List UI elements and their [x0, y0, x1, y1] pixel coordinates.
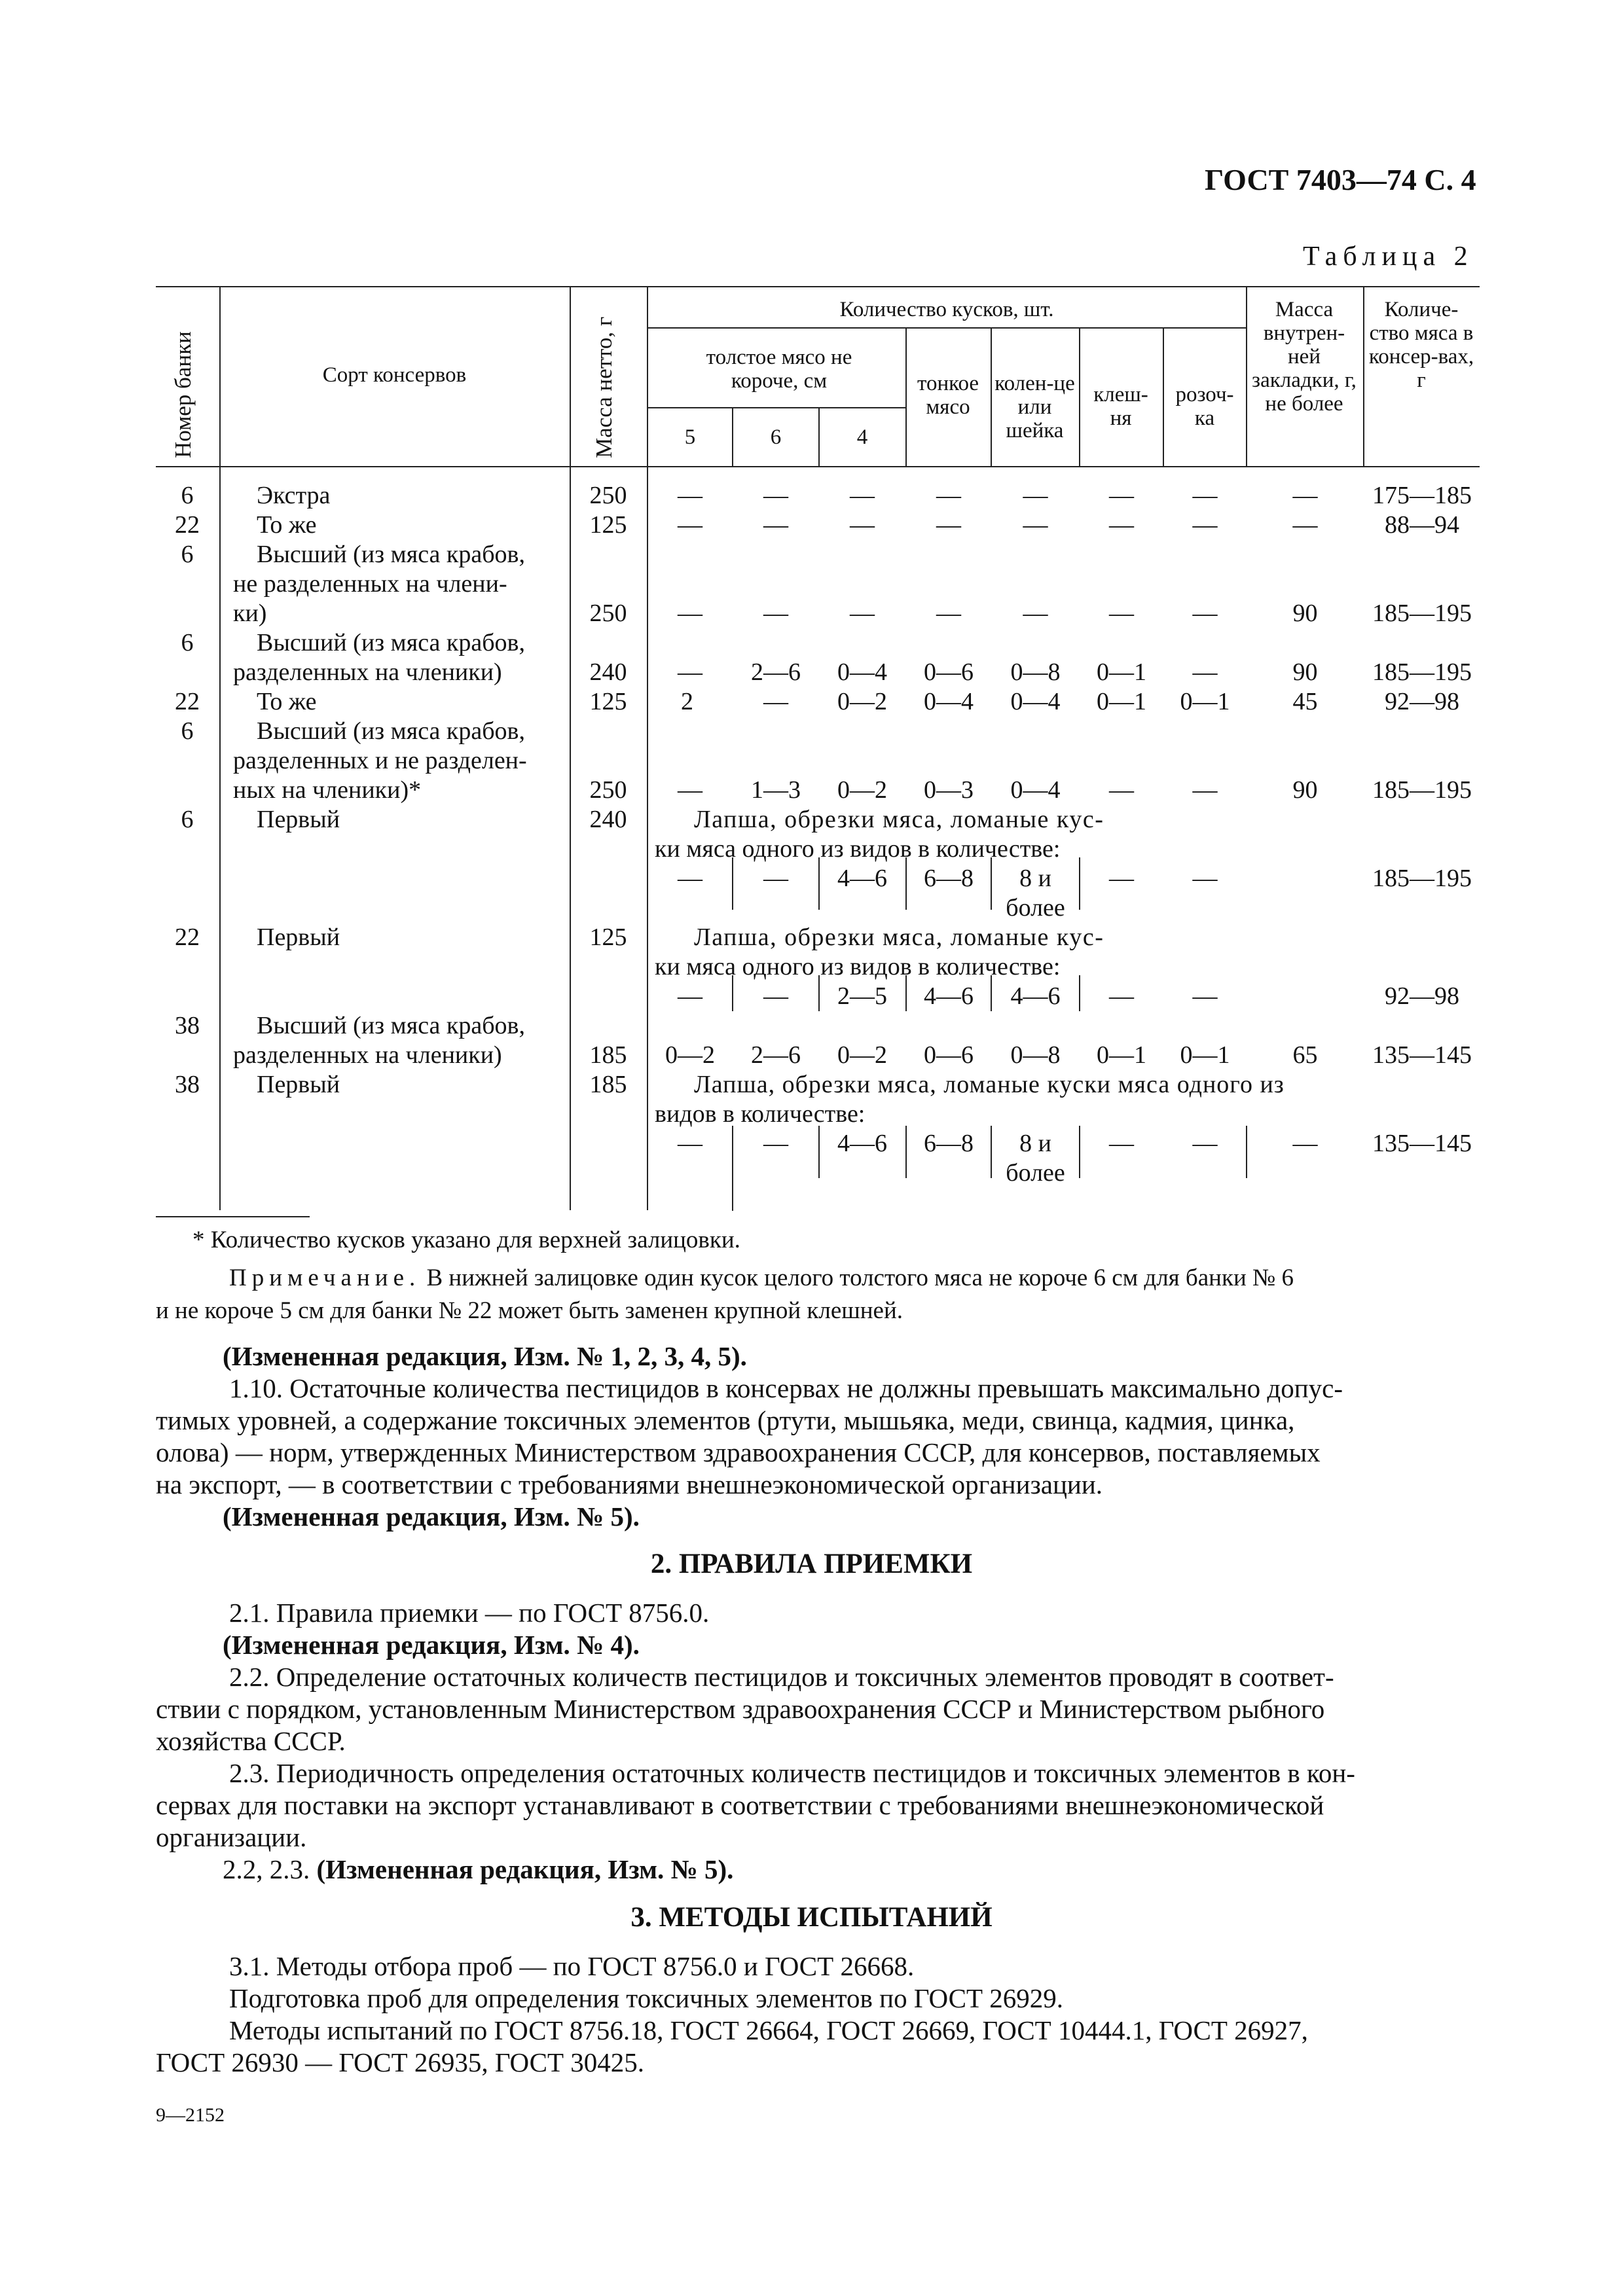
- cell-sort-cont: разделенных на членики): [233, 1041, 502, 1069]
- cell-no: 6: [181, 482, 194, 509]
- cell-sort: Высший (из мяса крабов,: [257, 629, 526, 656]
- cell-rose: —: [1192, 776, 1218, 804]
- cell-thick-4: —: [850, 511, 875, 539]
- cell-claw: —: [1109, 482, 1134, 509]
- header-thick-5: 5: [684, 425, 696, 449]
- cell-meat: 185—195: [1372, 776, 1472, 804]
- paragraph-3-1-methods: Методы испытаний по ГОСТ 8756.18, ГОСТ 26664, ГОСТ 26669, ГОСТ 10444.1, ГОСТ 26927,: [229, 2015, 1308, 2045]
- cell-thin: —: [936, 511, 961, 539]
- note-label: Примечание.: [229, 1265, 421, 1291]
- paragraph-2-2: 2.2. Определение остаточных количеств пестицидов и токсичных элементов проводят в соответ-: [229, 1662, 1334, 1692]
- cell-sort: Экстра: [257, 482, 331, 509]
- table-note-cont: и не короче 5 см для банки № 22 может быть заменен крупной клешней.: [156, 1297, 903, 1324]
- cell-thick-6: —: [763, 1130, 788, 1157]
- change-note: (Измененная редакция, Изм. № 5).: [223, 1501, 640, 1532]
- cell-span-text: Лапша, обрезки мяса, ломаные куски мяса одного из: [694, 1071, 1285, 1098]
- cell-sort-cont: ки): [233, 600, 267, 627]
- cell-insert: 65: [1292, 1041, 1318, 1069]
- cell-meat: 175—185: [1372, 482, 1472, 509]
- cell-sort: То же: [257, 511, 317, 539]
- cell-mass: 240: [589, 658, 627, 686]
- cell-thick-5: —: [678, 511, 702, 539]
- cell-no: 22: [175, 511, 200, 539]
- change-note-bold: (Измененная редакция, Изм. № 5).: [316, 1854, 734, 1884]
- change-note-2-2-2-3: [223, 1854, 733, 1886]
- cell-insert: 90: [1292, 658, 1318, 686]
- cell-claw: —: [1109, 511, 1134, 539]
- paragraph-3-1: 3.1. Методы отбора проб — по ГОСТ 8756.0 и ГОСТ 26668.: [229, 1951, 915, 1981]
- cell-mass: 125: [589, 688, 627, 715]
- cell-rose: —: [1192, 982, 1218, 1010]
- cell-span-text: Лапша, обрезки мяса, ломаные кус-: [694, 806, 1104, 833]
- cell-rose: —: [1192, 1130, 1218, 1157]
- cell-sort: Высший (из мяса крабов,: [257, 717, 526, 745]
- cell-sort: То же: [257, 688, 317, 715]
- cell-thick-4: 0—2: [837, 776, 887, 804]
- cell-no: 6: [181, 806, 194, 833]
- cell-span-text: ки мяса одного из видов в количестве:: [655, 835, 1061, 863]
- cell-mass: 185: [589, 1041, 627, 1069]
- cell-meat: 185—195: [1372, 600, 1472, 627]
- cell-thick-6: —: [763, 865, 788, 892]
- cell-rose: 0—1: [1180, 1041, 1230, 1069]
- cell-thick-4: 2—5: [837, 982, 887, 1010]
- cell-claw: —: [1109, 865, 1134, 892]
- cell-thick-6: —: [763, 600, 788, 627]
- cell-claw: —: [1109, 982, 1134, 1010]
- cell-thick-4: —: [850, 482, 875, 509]
- cell-thin: 0—3: [924, 776, 974, 804]
- cell-knee: 4—6: [1010, 982, 1061, 1010]
- cell-insert: —: [1292, 511, 1318, 539]
- cell-rose: —: [1192, 865, 1218, 892]
- table-caption: Таблица 2: [1303, 242, 1474, 272]
- cell-meat: 135—145: [1372, 1041, 1472, 1069]
- cell-mass: 240: [589, 806, 627, 833]
- cell-insert: 90: [1292, 776, 1318, 804]
- cell-claw: —: [1109, 600, 1134, 627]
- cell-rose: 0—1: [1180, 688, 1230, 715]
- change-note: (Измененная редакция, Изм. № 1, 2, 3, 4, 5).: [223, 1341, 747, 1371]
- cell-thick-5: —: [678, 865, 702, 892]
- cell-sort: Первый: [257, 924, 340, 951]
- cell-thick-4: 0—4: [837, 658, 887, 686]
- cell-rose: —: [1192, 600, 1218, 627]
- cell-sort-cont: разделенных на членики): [233, 658, 502, 686]
- footer-code: 9—2152: [156, 2104, 225, 2126]
- cell-claw: —: [1109, 1130, 1134, 1157]
- cell-no: 6: [181, 629, 194, 656]
- table-note: [229, 1262, 1294, 1295]
- cell-thick-6: —: [763, 982, 788, 1010]
- cell-sort: Первый: [257, 1071, 340, 1098]
- header-col-sort: Сорт консервов: [322, 363, 467, 387]
- header-thick: толстое мясо не короче, см: [706, 346, 852, 393]
- cell-claw: 0—1: [1097, 1041, 1146, 1069]
- header-meat: Количе-ство мяса в консер-вах, г: [1368, 298, 1474, 392]
- cell-thick-5: —: [678, 482, 702, 509]
- cell-claw: —: [1109, 776, 1134, 804]
- cell-thick-6: 2—6: [751, 1041, 801, 1069]
- paragraph-1-10-cont: олова) — норм, утвержденных Министерством здравоохранения СССР, для консервов, поставляемых: [156, 1437, 1321, 1467]
- cell-meat: 135—145: [1372, 1130, 1472, 1157]
- cell-sort: Высший (из мяса крабов,: [257, 541, 526, 568]
- paragraph-2-3-cont: организации.: [156, 1822, 307, 1852]
- cell-rose: —: [1192, 511, 1218, 539]
- cell-thick-5: 2: [681, 688, 693, 715]
- cell-thick-6: —: [763, 482, 788, 509]
- cell-no: 22: [175, 924, 200, 951]
- table-footnote: * Количество кусков указано для верхней залицовки.: [192, 1227, 740, 1253]
- page-header: ГОСТ 7403—74 С. 4: [1205, 163, 1476, 196]
- cell-thick-5: —: [678, 658, 702, 686]
- header-col-no: Номер банки: [170, 331, 196, 458]
- cell-thick-5: —: [678, 982, 702, 1010]
- cell-thin: —: [936, 482, 961, 509]
- cell-mass: 125: [589, 511, 627, 539]
- cell-thick-5: —: [678, 1130, 702, 1157]
- cell-thin: 0—4: [924, 688, 974, 715]
- cell-claw: 0—1: [1097, 658, 1146, 686]
- cell-knee: —: [1023, 511, 1048, 539]
- note-text: В нижней залицовке один кусок целого толстого мяса не короче 6 см для банки № 6: [420, 1265, 1294, 1291]
- change-note-prefix: 2.2, 2.3.: [223, 1854, 317, 1884]
- cell-mass: 250: [589, 776, 627, 804]
- cell-thin: 6—8: [924, 1130, 974, 1157]
- cell-thick-5: —: [678, 600, 702, 627]
- cell-thick-5: 0—2: [665, 1041, 715, 1069]
- cell-insert: 90: [1292, 600, 1318, 627]
- cell-thick-4: 4—6: [837, 865, 887, 892]
- cell-insert: —: [1292, 1130, 1318, 1157]
- cell-meat: 185—195: [1372, 865, 1472, 892]
- cell-sort-cont: ных на членики)*: [233, 776, 422, 804]
- paragraph-2-3: 2.3. Периодичность определения остаточных количеств пестицидов и токсичных элементов в кон-: [229, 1758, 1355, 1788]
- header-claw: клеш-ня: [1093, 383, 1148, 430]
- cell-knee: 0—8: [1010, 1041, 1061, 1069]
- cell-knee: 0—4: [1010, 688, 1061, 715]
- paragraph-3-1-prep: Подготовка проб для определения токсичных элементов по ГОСТ 26929.: [229, 1983, 1064, 2013]
- cell-thin: 6—8: [924, 865, 974, 892]
- cell-meat: 92—98: [1385, 982, 1459, 1010]
- cell-knee: —: [1023, 600, 1048, 627]
- cell-span-text: Лапша, обрезки мяса, ломаные кус-: [694, 924, 1104, 951]
- cell-mass: 125: [589, 924, 627, 951]
- paragraph-1-10-cont: на экспорт, — в соответствии с требованиями внешнеэкономической организации.: [156, 1469, 1103, 1499]
- cell-knee: 0—4: [1010, 776, 1061, 804]
- cell-knee: —: [1023, 482, 1048, 509]
- cell-thin: —: [936, 600, 961, 627]
- cell-meat: 92—98: [1385, 688, 1459, 715]
- section-3-heading: 3. МЕТОДЫ ИСПЫТАНИЙ: [630, 1902, 993, 1933]
- cell-no: 22: [175, 688, 200, 715]
- cell-thick-4: 4—6: [837, 1130, 887, 1157]
- cell-thick-4: —: [850, 600, 875, 627]
- cell-mass: 250: [589, 600, 627, 627]
- cell-thick-4: 0—2: [837, 1041, 887, 1069]
- cell-sort-cont: не разделенных на члени-: [233, 570, 507, 598]
- cell-no: 6: [181, 717, 194, 745]
- cell-thick-6: —: [763, 511, 788, 539]
- cell-meat: 88—94: [1385, 511, 1459, 539]
- change-note: (Измененная редакция, Изм. № 4).: [223, 1630, 640, 1660]
- header-insert: Масса внутрен-ней закладки, г, не более: [1252, 298, 1357, 416]
- cell-insert: —: [1292, 482, 1318, 509]
- paragraph-3-1-methods-cont: ГОСТ 26930 — ГОСТ 26935, ГОСТ 30425.: [156, 2047, 645, 2077]
- cell-insert: 45: [1292, 688, 1318, 715]
- cell-meat: 185—195: [1372, 658, 1472, 686]
- cell-knee: 8 и более: [1006, 865, 1065, 922]
- cell-thick-6: 2—6: [751, 658, 801, 686]
- cell-thick-6: —: [763, 688, 788, 715]
- paragraph-1-10: 1.10. Остаточные количества пестицидов в консервах не должны превышать максимально допус-: [229, 1373, 1343, 1403]
- paragraph-2-1: 2.1. Правила приемки — по ГОСТ 8756.0.: [229, 1598, 710, 1628]
- cell-no: 6: [181, 541, 194, 568]
- cell-rose: —: [1192, 482, 1218, 509]
- section-2-heading: 2. ПРАВИЛА ПРИЕМКИ: [650, 1549, 973, 1579]
- cell-thick-5: —: [678, 776, 702, 804]
- paragraph-2-2-cont: хозяйства СССР.: [156, 1726, 346, 1756]
- cell-thin: 0—6: [924, 658, 974, 686]
- header-thick-6: 6: [770, 425, 782, 449]
- header-group: Количество кусков, шт.: [839, 298, 1054, 321]
- cell-knee: 0—8: [1010, 658, 1061, 686]
- cell-span-text: видов в количестве:: [655, 1100, 866, 1128]
- paragraph-1-10-cont: тимых уровней, а содержание токсичных элементов (ртути, мышьяка, меди, свинца, кадмия, цинка,: [156, 1405, 1295, 1435]
- cell-thick-4: 0—2: [837, 688, 887, 715]
- cell-claw: 0—1: [1097, 688, 1146, 715]
- cell-thick-6: 1—3: [751, 776, 801, 804]
- header-col-mass: Масса нетто, г: [591, 316, 617, 458]
- paragraph-2-2-cont: ствии с порядком, установленным Министерством здравоохранения СССР и Министерством рыбного: [156, 1694, 1325, 1724]
- header-thin: тонкое мясо: [917, 372, 979, 419]
- header-knee: колен-це или шейка: [994, 372, 1075, 442]
- cell-sort-cont: разделенных и не разделен-: [233, 747, 527, 774]
- cell-thin: 0—6: [924, 1041, 974, 1069]
- header-rose: розоч-ка: [1175, 383, 1234, 430]
- cell-thin: 4—6: [924, 982, 974, 1010]
- cell-no: 38: [175, 1071, 200, 1098]
- cell-knee: 8 и более: [1006, 1130, 1065, 1187]
- cell-mass: 250: [589, 482, 627, 509]
- cell-sort: Высший (из мяса крабов,: [257, 1012, 526, 1039]
- paragraph-2-3-cont: сервах для поставки на экспорт устанавливают в соответствии с требованиями внешнеэкономической: [156, 1790, 1324, 1820]
- cell-sort: Первый: [257, 806, 340, 833]
- header-thick-4: 4: [856, 425, 868, 449]
- cell-mass: 185: [589, 1071, 627, 1098]
- cell-no: 38: [175, 1012, 200, 1039]
- cell-rose: —: [1192, 658, 1218, 686]
- cell-span-text: ки мяса одного из видов в количестве:: [655, 953, 1061, 980]
